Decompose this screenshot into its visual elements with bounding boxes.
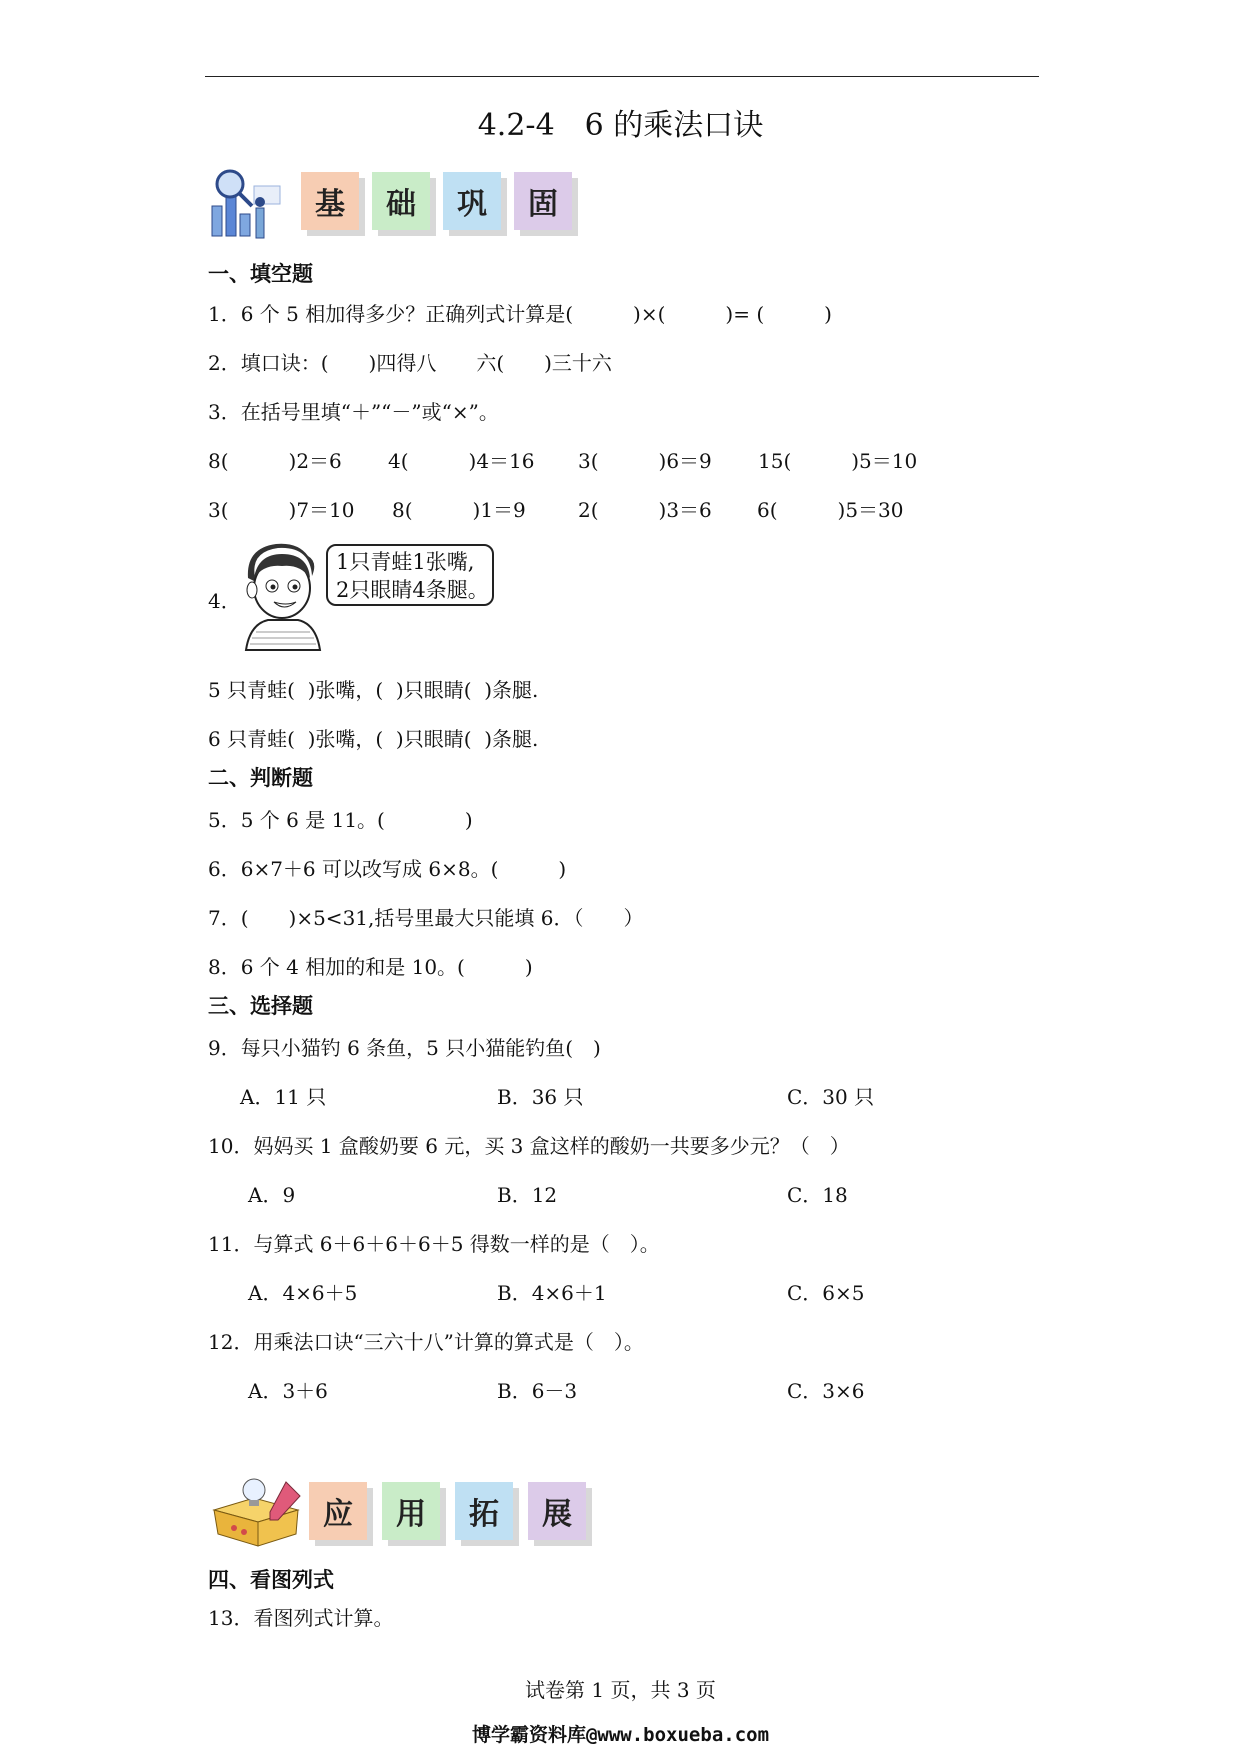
question-4-line-1: 5 只青蛙( )张嘴，( )只眼睛( )条腿. [208, 678, 539, 702]
q9-option-a: A．11 只 [240, 1085, 327, 1109]
q3-row1-item3: 3( )6＝9 [578, 449, 712, 473]
q3-row1-item2: 4( )4＝16 [388, 449, 535, 473]
section-picture-equation: 四、看图列式 [208, 1568, 334, 1592]
question-2: 2．填口诀：( )四得八 六( )三十六 [208, 351, 612, 375]
lightbulb-box-icon [208, 1476, 304, 1548]
banner2-tile-1: 应 [309, 1482, 367, 1540]
question-6: 6．6×7＋6 可以改写成 6×8。( ) [208, 857, 567, 881]
boy-cartoon-illustration [238, 542, 328, 652]
q9-option-c: C．30 只 [787, 1085, 875, 1109]
banner2-tile-3: 拓 [455, 1482, 513, 1540]
question-4-number: 4． [208, 589, 241, 613]
q12-option-c: C．3×6 [787, 1379, 865, 1403]
question-5: 5．5 个 6 是 11。( ) [208, 808, 473, 832]
q10-option-c: C．18 [787, 1183, 848, 1207]
q3-row2-item2: 8( )1＝9 [392, 498, 526, 522]
section-judgment: 二、判断题 [208, 766, 313, 790]
q9-option-b: B．36 只 [497, 1085, 584, 1109]
q12-option-b: B．6－3 [497, 1379, 578, 1403]
question-12: 12．用乘法口诀“三六十八”计算的算式是（ ）。 [208, 1330, 644, 1354]
banner2-tile-4: 展 [528, 1482, 586, 1540]
site-watermark: 博学霸资料库@www.boxueba.com [471, 1724, 770, 1746]
section-choice: 三、选择题 [208, 994, 313, 1018]
q11-option-a: A．4×6＋5 [248, 1281, 358, 1305]
question-10: 10．妈妈买 1 盒酸奶要 6 元，买 3 盒这样的酸奶一共要多少元？（ ） [208, 1134, 850, 1158]
question-13: 13．看图列式计算。 [208, 1606, 394, 1630]
header-rule [205, 76, 1039, 77]
q10-option-b: B．12 [497, 1183, 558, 1207]
page-footer: 试卷第 1 页，共 3 页 [525, 1678, 716, 1702]
question-1: 1．6 个 5 相加得多少？正确列式计算是( )×( )= ( ) [208, 302, 832, 326]
q11-option-b: B．4×6＋1 [497, 1281, 607, 1305]
banner-tile-3: 巩 [443, 172, 501, 230]
question-7: 7．( )×5<31,括号里最大只能填 6．（ ） [208, 906, 644, 930]
q3-row1-item1: 8( )2＝6 [208, 449, 342, 473]
banner-tile-4: 固 [514, 172, 572, 230]
question-3: 3．在括号里填“＋”“－”或“×”。 [208, 400, 499, 424]
q10-option-a: A．9 [248, 1183, 296, 1207]
question-11: 11．与算式 6＋6＋6＋6＋5 得数一样的是（ ）。 [208, 1232, 660, 1256]
banner-extension [208, 1476, 628, 1548]
q11-option-c: C．6×5 [787, 1281, 865, 1305]
q3-row1-item4: 15( )5＝10 [758, 449, 918, 473]
banner-basic [208, 166, 608, 238]
q3-row2-item4: 6( )5＝30 [757, 498, 904, 522]
question-4-line-2: 6 只青蛙( )张嘴，( )只眼睛( )条腿. [208, 727, 539, 751]
magnifier-chart-icon [208, 166, 288, 244]
q12-option-a: A．3＋6 [248, 1379, 328, 1403]
section-fill-blank: 一、填空题 [208, 262, 313, 286]
q3-row2-item3: 2( )3＝6 [578, 498, 712, 522]
q3-row2-item1: 3( )7＝10 [208, 498, 355, 522]
speech-bubble: 1只青蛙1张嘴, 2只眼睛4条腿。 [326, 544, 494, 606]
banner-tile-2: 础 [372, 172, 430, 230]
page-title: 4.2-4 6 的乘法口诀 [477, 108, 764, 143]
question-9: 9．每只小猫钓 6 条鱼，5 只小猫能钓鱼( ) [208, 1036, 601, 1060]
banner-tile-1: 基 [301, 172, 359, 230]
question-8: 8．6 个 4 相加的和是 10。( ) [208, 955, 533, 979]
banner2-tile-2: 用 [382, 1482, 440, 1540]
